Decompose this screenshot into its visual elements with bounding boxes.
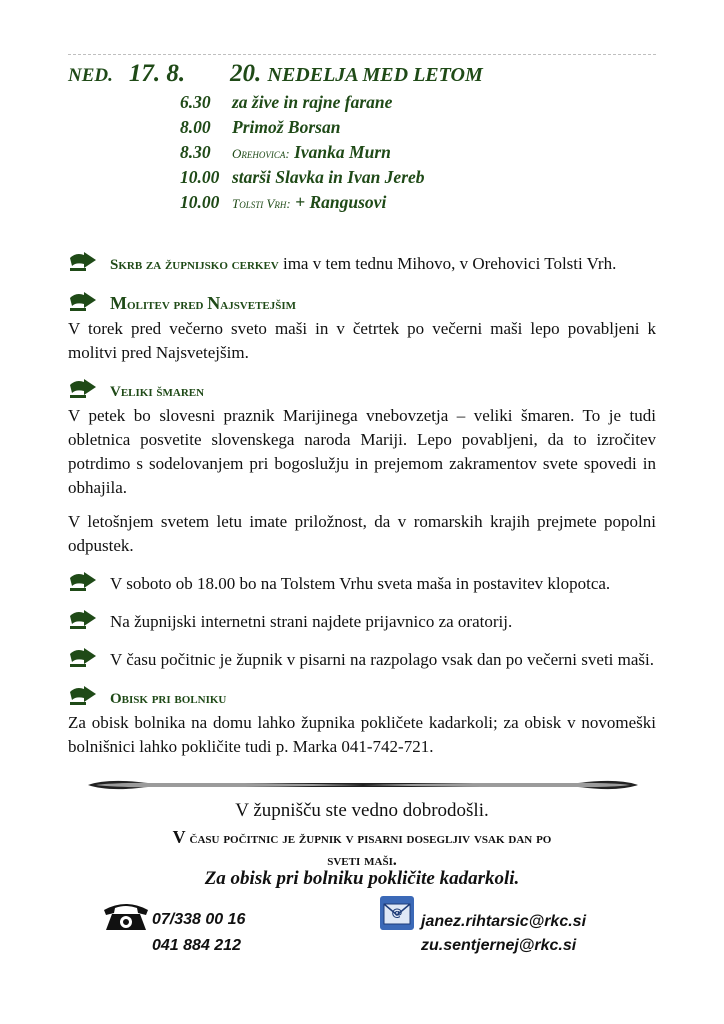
announcement-text: Za obisk bolnika na domu lahko župnika pokličete kadarkoli; za obisk v novomeški bolnišnici lahko pokličite tudi p. Marka 041-742-721. xyxy=(68,713,656,756)
email-address-1[interactable]: janez.rihtarsic@rkc.si xyxy=(421,913,587,930)
arrow-bullet-icon xyxy=(68,686,98,706)
announcement-text: V soboto ob 18.00 bo na Tolstem Vrhu sveta maša in postavitev klopotca. xyxy=(110,574,611,593)
mass-time: 8.00 xyxy=(180,117,211,137)
mass-intention: za žive in rajne farane xyxy=(232,92,393,112)
arrow-bullet-icon xyxy=(68,572,98,592)
sick-visit-text: Za obisk pri bolniku pokličite kadarkoli. xyxy=(204,868,520,889)
arrow-bullet-icon xyxy=(68,379,98,399)
mass-item xyxy=(180,142,425,167)
ornamental-divider xyxy=(88,776,638,794)
announcement-text: ima v tem tednu Mihovo, v Orehovici Tolsti Vrh. xyxy=(282,254,617,273)
announcement-oratorij xyxy=(68,610,656,634)
announcement-text: V torek pred večerno sveto maši in v četrtek po večerni maši lepo povabljeni k molitvi pred Najsvetejšim. xyxy=(68,319,656,362)
phone-number-2: 041 884 212 xyxy=(152,937,241,954)
telephone-icon xyxy=(100,900,152,932)
mass-time: 10.00 xyxy=(180,192,220,212)
email-address-2[interactable]: zu.sentjernej@rkc.si xyxy=(421,937,577,954)
announcement-text: Na župnijski internetni strani najdete prijavnico za oratorij. xyxy=(110,612,513,631)
mass-date: 17. 8. xyxy=(128,60,186,87)
email-icon xyxy=(380,896,414,930)
announcement-pocitnice xyxy=(68,648,656,672)
mass-time: 10.00 xyxy=(180,167,220,187)
mass-intention: Ivanka Murn xyxy=(294,142,391,162)
arrow-bullet-icon xyxy=(68,610,98,630)
mass-item xyxy=(180,117,425,142)
announcement-heading: Skrb za župnijsko cerkev xyxy=(110,257,279,273)
mass-item xyxy=(180,92,425,117)
mass-day: NED. xyxy=(68,65,113,86)
mass-time: 6.30 xyxy=(180,92,211,112)
sunday-title xyxy=(230,60,483,88)
mass-time: 8.30 xyxy=(180,142,211,162)
announcement-heading: Molitev pred Najsvetejšim xyxy=(110,293,297,313)
top-rule xyxy=(68,54,656,55)
mass-place: Tolsti Vrh: xyxy=(232,196,291,211)
arrow-bullet-icon xyxy=(68,648,98,668)
svg-text:@: @ xyxy=(391,906,403,919)
mass-item xyxy=(180,167,425,192)
arrow-bullet-icon xyxy=(68,252,98,272)
announcement-heading: Veliki šmaren xyxy=(110,384,205,400)
arrow-bullet-icon xyxy=(68,292,98,312)
announcement-sobota xyxy=(68,572,656,596)
announcements xyxy=(68,252,656,773)
mass-place: Orehovica: xyxy=(232,146,290,161)
mass-intention: + Rangusovi xyxy=(295,192,387,212)
announcement-skrb xyxy=(68,252,656,277)
welcome-text: V župnišču ste vedno dobrodošli. xyxy=(235,800,489,821)
announcement-obisk xyxy=(68,686,656,759)
mass-header xyxy=(68,60,483,88)
phone-number-1: 07/338 00 16 xyxy=(152,911,246,928)
sunday-name: NEDELJA MED LETOM xyxy=(267,64,483,86)
announcement-molitev xyxy=(68,291,656,365)
announcement-text: V času počitnic je župnik v pisarni na razpolago vsak dan po večerni sveti maši. xyxy=(110,650,654,669)
mass-schedule xyxy=(180,92,425,217)
mass-intention: starši Slavka in Ivan Jereb xyxy=(232,167,425,187)
office-hours-text: V času počitnic je župnik v pisarni dosegljiv vsak dan po sveti maši. xyxy=(172,827,552,869)
announcement-text: V petek bo slovesni praznik Marijinega vnebovzetja – veliki šmaren. To je tudi obletnica posvetite slovenskega naroda Mariji. Lepo povabljeni, da to izročitev potrdimo s sodelovanjem pri bogoslužju in prejemom zakramentov svete spovedi in obhajila. xyxy=(68,406,656,497)
mass-intention: Primož Borsan xyxy=(232,117,341,137)
mass-item xyxy=(180,192,425,217)
announcement-text: V letošnjem svetem letu imate priložnost, da v romarskih krajih prejmete popolni odpustek. xyxy=(68,512,656,555)
sunday-number: 20. xyxy=(230,60,262,87)
announcement-veliki xyxy=(68,379,656,558)
announcement-heading: Obisk pri bolniku xyxy=(110,691,227,707)
